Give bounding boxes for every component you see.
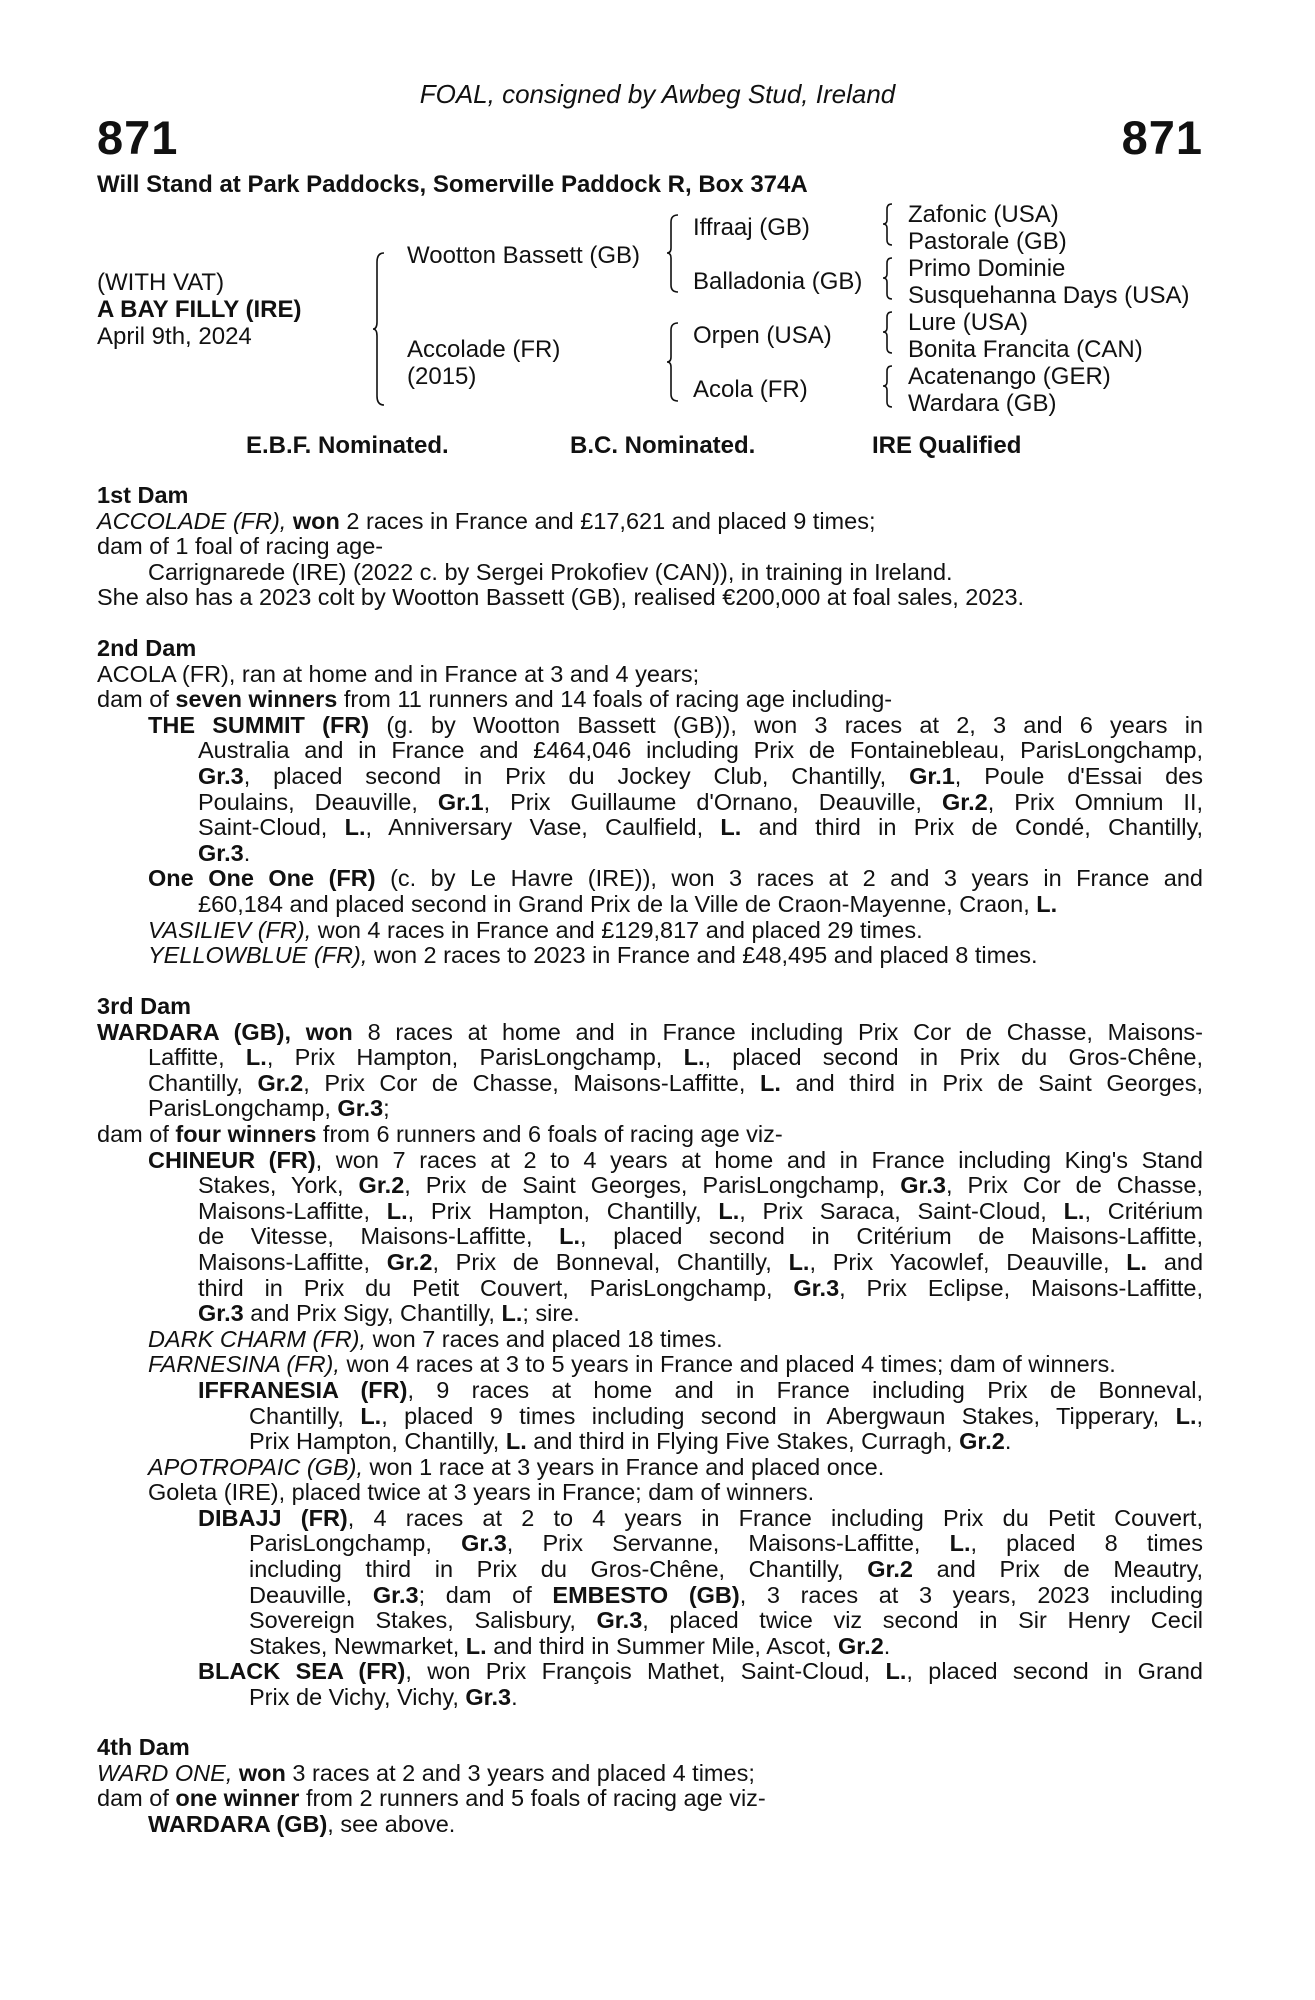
- vasiliev-entry: VASILIEV (FR), won 4 races in France and £129,817 and placed 29 times.: [148, 916, 923, 943]
- lot-number-left: 871: [97, 111, 179, 164]
- first-dam-note: She also has a 2023 colt by Wootton Bassett (GB), realised €200,000 at foal sales, 2023.: [97, 584, 1025, 611]
- pedigree-sdd: Susquehanna Days (USA): [908, 282, 1190, 309]
- pedigree-dds: Acatenango (GER): [908, 363, 1111, 390]
- farnesina-entry: FARNESINA (FR), won 4 races at 3 to 5 years in France and placed 4 times; dam of winners.: [148, 1351, 1116, 1378]
- second-dam-line-2: dam of seven winners from 11 runners and 14 foals of racing age including-: [97, 686, 893, 713]
- section-heading: 3rd Dam: [97, 993, 192, 1019]
- pedigree-sss: Zafonic (USA): [908, 201, 1059, 228]
- pedigree-dam-sire: Orpen (USA): [693, 322, 832, 349]
- pedigree-brace-ss: [882, 203, 894, 247]
- first-dam-section: [97, 483, 1203, 611]
- vat-label: (WITH VAT): [97, 269, 225, 296]
- fourth-dam-produce: WARDARA (GB), see above.: [148, 1810, 456, 1837]
- second-dam-section: 2nd Dam ACOLA (FR), ran at home and in France at 3 and 4 years; dam of seven winners from 11 runners and 14 foals of racing age including- THE SUMMIT (FR) (g. by Wootton Bassett (GB)), won 3 races at 2, 3 and 6 years in Australia and in France and £464,046 including Prix de Fontainebleau, ParisLongchamp, Gr.3, placed second in Prix du Jockey Club, Chantilly, Gr.1, Poule d'Essai des Poulains, Deauville, Gr.1, Prix Guillaume d'Ornano, Deauville, Gr.2, Prix Omnium II, Saint-Cloud, L., Anniversary Vase, Caulfield, L. and third in Prix de Condé, Chantilly, Gr.3. One One One (FR) (c. by Le Havre (IRE)), won 3 races at 2 and 3 years in France and £60,184 and placed second in Grand Prix de la Ville de Craon-Mayenne, Craon, L. VASILIEV (FR), won 4 races in France and £129,817 and placed 29 times. YELLOWBLUE (FR), won 2 races to 2023 in France and £48,495 and placed 8 times.: [97, 635, 1204, 969]
- black-sea-entry: BLACK SEA (FR), won Prix François Mathet, Saint-Cloud, L., placed second in Grand: [198, 1658, 1204, 1685]
- goleta-entry: Goleta (IRE), placed twice at 3 years in France; dam of winners.: [148, 1479, 815, 1506]
- first-dam-line-2: dam of 1 foal of racing age-: [97, 533, 384, 560]
- fourth-dam-line-2: dam of one winner from 2 runners and 5 foals of racing age viz-: [97, 1785, 766, 1812]
- first-dam-produce-1: Carrignarede (IRE) (2022 c. by Sergei Prokofiev (CAN)), in training in Ireland.: [148, 558, 953, 585]
- stand-location: Will Stand at Park Paddocks, Somerville Paddock R, Box 374A: [97, 171, 808, 198]
- apotropaic-entry: APOTROPAIC (GB), won 1 race at 3 years in France and placed once.: [148, 1453, 885, 1480]
- section-heading: 2nd Dam: [97, 635, 197, 661]
- iffranesia-entry: IFFRANESIA (FR), 9 races at home and in France including Prix de Bonneval,: [198, 1376, 1203, 1403]
- pedigree-sds: Primo Dominie: [908, 255, 1066, 282]
- lot-number-right: 871: [1121, 111, 1203, 164]
- pedigree-brace-ds: [882, 311, 894, 355]
- pedigree-dam: Accolade (FR): [407, 336, 561, 363]
- dark-charm-entry: DARK CHARM (FR), won 7 races and placed 18 times.: [148, 1325, 723, 1352]
- wardara-entry: WARDARA (GB), won 8 races at home and in France including Prix Cor de Chasse, Maisons-: [97, 1018, 1204, 1045]
- section-heading: 4th Dam: [97, 1734, 190, 1760]
- pedigree-ddd: Wardara (GB): [908, 390, 1057, 417]
- pedigree-dsd: Bonita Francita (CAN): [908, 336, 1143, 363]
- pedigree-brace-dd: [882, 365, 894, 409]
- fourth-dam-line-1: WARD ONE, won 3 races at 2 and 3 years and placed 4 times;: [97, 1759, 755, 1786]
- pedigree-dam-dam: Acola (FR): [693, 376, 808, 403]
- section-heading: 1st Dam: [97, 482, 189, 508]
- pedigree-ssd: Pastorale (GB): [908, 228, 1067, 255]
- pedigree-sire: Wootton Bassett (GB): [407, 242, 640, 269]
- horse-name: A BAY FILLY (IRE): [97, 296, 302, 323]
- fourth-dam-section: [97, 1735, 1203, 1837]
- pedigree-dss: Lure (USA): [908, 309, 1029, 336]
- foaling-date: April 9th, 2024: [97, 323, 252, 350]
- bc-nominated: B.C. Nominated.: [570, 432, 756, 459]
- third-dam-produce-line: dam of four winners from 6 runners and 6 foals of racing age viz-: [97, 1120, 783, 1147]
- ire-qualified: IRE Qualified: [872, 432, 1022, 459]
- pedigree-brace-dam: [666, 322, 680, 404]
- pedigree-brace-main: [372, 252, 386, 407]
- pedigree-brace-sire: [666, 214, 680, 294]
- yellowblue-entry: YELLOWBLUE (FR), won 2 races to 2023 in France and £48,495 and placed 8 times.: [148, 942, 1038, 969]
- chineur-entry: CHINEUR (FR), won 7 races at 2 to 4 years at home and in France including King's Stand: [148, 1146, 1203, 1173]
- third-dam-section: 3rd Dam WARDARA (GB), won 8 races at home and in France including Prix Cor de Chasse, Maisons- Laffitte, L., Prix Hampton, ParisLongchamp, L., placed second in Prix du Gros-Chêne, Chantilly, Gr.2, Prix Cor de Chasse, Maisons-Laffitte, L. and third in Prix de Saint Georges, ParisLongchamp, Gr.3; dam of four winners from 6 runners and 6 foals of racing age viz- CHINEUR (FR), won 7 races at 2 to 4 years at home and in France including King's Stand Stakes, York, Gr.2, Prix de Saint Georges, ParisLongchamp, Gr.3, Prix Cor de Chasse, Maisons-Laffitte, L., Prix Hampton, Chantilly, L., Prix Saraca, Saint-Cloud, L., Critérium de Vitesse, Maisons-Laffitte, L., placed second in Critérium de Maisons-Laffitte, Maisons-Laffitte, Gr.2, Prix de Bonneval, Chantilly, L., Prix Yacowlef, Deauville, L. and third in Prix du Petit Couvert, ParisLongchamp, Gr.3, Prix Eclipse, Maisons-Laffitte, Gr.3 and Prix Sigy, Chantilly, L.; sire. DARK CHARM (FR), won 7 races and placed 18 times. FARNESINA (FR), won 4 races at 3 to 5 years in France and placed 4 times; dam of winners. IFFRANESIA (FR), 9 races at home and in France including Prix de Bonneval, Chantilly, L., placed 9 times including second in Abergwaun Stakes, Tipperary, L., Prix Hampton, Chantilly, L. and third in Flying Five Stakes, Curragh, Gr.2. APOTROPAIC (GB), won 1 race at 3 years in France and placed once. Goleta (IRE), placed twice at 3 years in France; dam of winners. DIBAJJ (FR), 4 races at 2 to 4 years in France including Prix du Petit Couvert, ParisLongchamp, Gr.3, Prix Servanne, Maisons-Laffitte, L., placed 8 times including third in Prix du Gros-Chêne, Chantilly, Gr.2 and Prix de Meautry, Deauville, Gr.3; dam of EMBESTO (GB), 3 races at 3 years, 2023 including Sovereign Stakes, Salisbury, Gr.3, placed twice viz second in Sir Henry Cecil Stakes, Newmarket, L. and third in Summer Mile, Ascot, Gr.2. BLACK SEA (FR), won Prix François Mathet, Saint-Cloud, L., placed second in Grand Prix de Vichy, Vichy, Gr.3.: [97, 993, 1204, 1711]
- first-dam-line-1: ACCOLADE (FR), won 2 races in France and £17,621 and placed 9 times;: [97, 507, 876, 534]
- second-dam-line-1: ACOLA (FR), ran at home and in France at 3 and 4 years;: [97, 660, 700, 687]
- consignment-line: FOAL, consigned by Awbeg Stud, Ireland: [419, 79, 896, 109]
- pedigree-sire-sire: Iffraaj (GB): [693, 214, 810, 241]
- pedigree-dam-year: (2015): [407, 363, 477, 390]
- dibajj-entry: DIBAJJ (FR), 4 races at 2 to 4 years in France including Prix du Petit Couvert,: [198, 1504, 1203, 1531]
- one-one-one-entry: One One One (FR) (c. by Le Havre (IRE)), won 3 races at 2 and 3 years in France and: [148, 865, 1204, 892]
- pedigree-brace-sd: [882, 257, 894, 301]
- ebf-nominated: E.B.F. Nominated.: [246, 432, 449, 459]
- pedigree-sire-dam: Balladonia (GB): [693, 268, 863, 295]
- the-summit-entry: THE SUMMIT (FR) (g. by Wootton Bassett (GB)), won 3 races at 2, 3 and 6 years in: [148, 711, 1203, 738]
